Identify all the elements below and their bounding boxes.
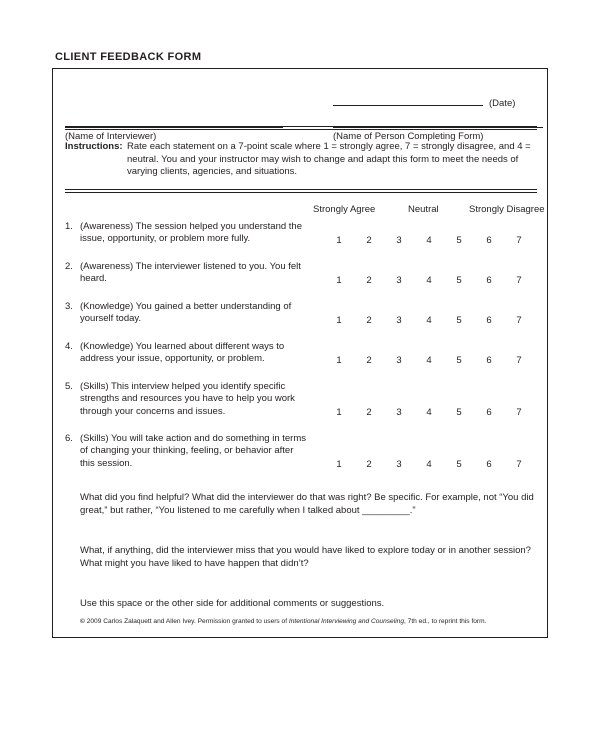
copyright-notice (80, 617, 540, 626)
scale-option-5[interactable]: 5 (456, 407, 462, 418)
page-title: CLIENT FEEDBACK FORM (55, 51, 202, 63)
question-scale (323, 407, 523, 419)
question-scale (323, 355, 523, 367)
scale-option-1[interactable]: 1 (336, 235, 342, 246)
question-scale (323, 459, 523, 471)
scale-option-3[interactable]: 3 (396, 407, 402, 418)
question-text: (Knowledge) You gained a better understanding of yourself today. (80, 301, 292, 325)
scale-option-7[interactable]: 7 (516, 459, 522, 470)
scale-option-7[interactable]: 7 (516, 407, 522, 418)
question-text: (Skills) This interview helped you identify specific strengths and resources you have to help you work through your concerns and issues. (80, 381, 295, 417)
question-number: 1. (65, 221, 73, 232)
question-scale (323, 315, 523, 327)
scale-option-5[interactable]: 5 (456, 459, 462, 470)
scale-option-5[interactable]: 5 (456, 355, 462, 366)
copyright-before-title: 2009 Carlos Zalaquett and Allen Ivey. Permission granted to users of (84, 618, 289, 625)
scale-header-strongly-disagree: Strongly Disagree (469, 204, 545, 215)
open-question-additional-comments: Use this space or the other side for additional comments or suggestions. (80, 598, 385, 609)
scale-header-neutral: Neutral (408, 204, 439, 215)
question-scale (323, 235, 523, 247)
question-text: (Awareness) The session helped you understand the issue, opportunity, or problem more fully. (80, 221, 302, 245)
scale-option-4[interactable]: 4 (426, 315, 432, 326)
scale-header-row (65, 204, 545, 218)
scale-option-3[interactable]: 3 (396, 355, 402, 366)
copyright-symbol: © (80, 618, 85, 625)
scale-option-4[interactable]: 4 (426, 275, 432, 286)
scale-option-2[interactable]: 2 (366, 459, 372, 470)
question-text: (Knowledge) You learned about different ways to address your issue, opportunity, or problem. (80, 341, 285, 365)
scale-option-6[interactable]: 6 (486, 355, 492, 366)
open-question-helpful: What did you find helpful? What did the interviewer do that was right? Be specific. For example, not “You did great,” but rather, “You listened to me carefully when I talked about _________.” (80, 492, 534, 516)
scale-option-3[interactable]: 3 (396, 275, 402, 286)
scale-option-6[interactable]: 6 (486, 235, 492, 246)
scale-option-6[interactable]: 6 (486, 315, 492, 326)
scale-option-7[interactable]: 7 (516, 355, 522, 366)
question-number: 3. (65, 301, 73, 312)
instructions-text: Rate each statement on a 7-point scale where 1 = strongly agree, 7 = strongly disagree, and 4 = neutral. You and your instructor may wish to change and adapt this form to meet the needs of varying clients, agencies, and situations. (127, 141, 531, 178)
scale-option-7[interactable]: 7 (516, 275, 522, 286)
scale-option-4[interactable]: 4 (426, 459, 432, 470)
open-question-missed: What, if anything, did the interviewer miss that you would have liked to explore today or in another session? What might you have liked to have happen that didn’t? (80, 545, 531, 569)
scale-option-1[interactable]: 1 (336, 355, 342, 366)
scale-option-1[interactable]: 1 (336, 315, 342, 326)
copyright-after-title: , 7th ed., to reprint this form. (404, 618, 487, 625)
question-number: 2. (65, 261, 73, 272)
scale-option-6[interactable]: 6 (486, 275, 492, 286)
scale-option-2[interactable]: 2 (366, 407, 372, 418)
form-border-box (52, 68, 548, 638)
scale-option-2[interactable]: 2 (366, 275, 372, 286)
scale-option-5[interactable]: 5 (456, 235, 462, 246)
scale-option-3[interactable]: 3 (396, 315, 402, 326)
date-label: (Date) (489, 98, 516, 109)
divider-rule-questions (65, 189, 537, 193)
scale-option-6[interactable]: 6 (486, 407, 492, 418)
interviewer-label: (Name of Interviewer) (65, 131, 157, 142)
scale-option-2[interactable]: 2 (366, 315, 372, 326)
question-text: (Skills) You will take action and do something in terms of changing your thinking, feeling, or behavior after this session. (80, 433, 307, 469)
question-text: (Awareness) The interviewer listened to you. You felt heard. (80, 261, 301, 285)
question-number: 4. (65, 341, 73, 352)
question-scale (323, 275, 523, 287)
scale-option-4[interactable]: 4 (426, 407, 432, 418)
question-number: 5. (65, 381, 73, 392)
scale-option-1[interactable]: 1 (336, 407, 342, 418)
completer-label: (Name of Person Completing Form) (333, 131, 484, 142)
instructions-label: Instructions: (65, 141, 123, 152)
scale-option-5[interactable]: 5 (456, 275, 462, 286)
scale-option-3[interactable]: 3 (396, 235, 402, 246)
scale-option-2[interactable]: 2 (366, 235, 372, 246)
divider-rule-top (65, 126, 537, 130)
scale-option-7[interactable]: 7 (516, 315, 522, 326)
scale-option-2[interactable]: 2 (366, 355, 372, 366)
date-fill-line[interactable] (333, 105, 483, 106)
scale-option-7[interactable]: 7 (516, 235, 522, 246)
scale-option-3[interactable]: 3 (396, 459, 402, 470)
scale-option-1[interactable]: 1 (336, 459, 342, 470)
question-number: 6. (65, 433, 73, 444)
scale-header-strongly-agree: Strongly Agree (313, 204, 376, 215)
scale-option-4[interactable]: 4 (426, 355, 432, 366)
scale-option-1[interactable]: 1 (336, 275, 342, 286)
scale-option-5[interactable]: 5 (456, 315, 462, 326)
respondent-header (65, 79, 537, 142)
scale-option-4[interactable]: 4 (426, 235, 432, 246)
scale-option-6[interactable]: 6 (486, 459, 492, 470)
form-inner-content (65, 69, 545, 637)
copyright-book-title: Intentional Interviewing and Counseling (288, 618, 404, 625)
